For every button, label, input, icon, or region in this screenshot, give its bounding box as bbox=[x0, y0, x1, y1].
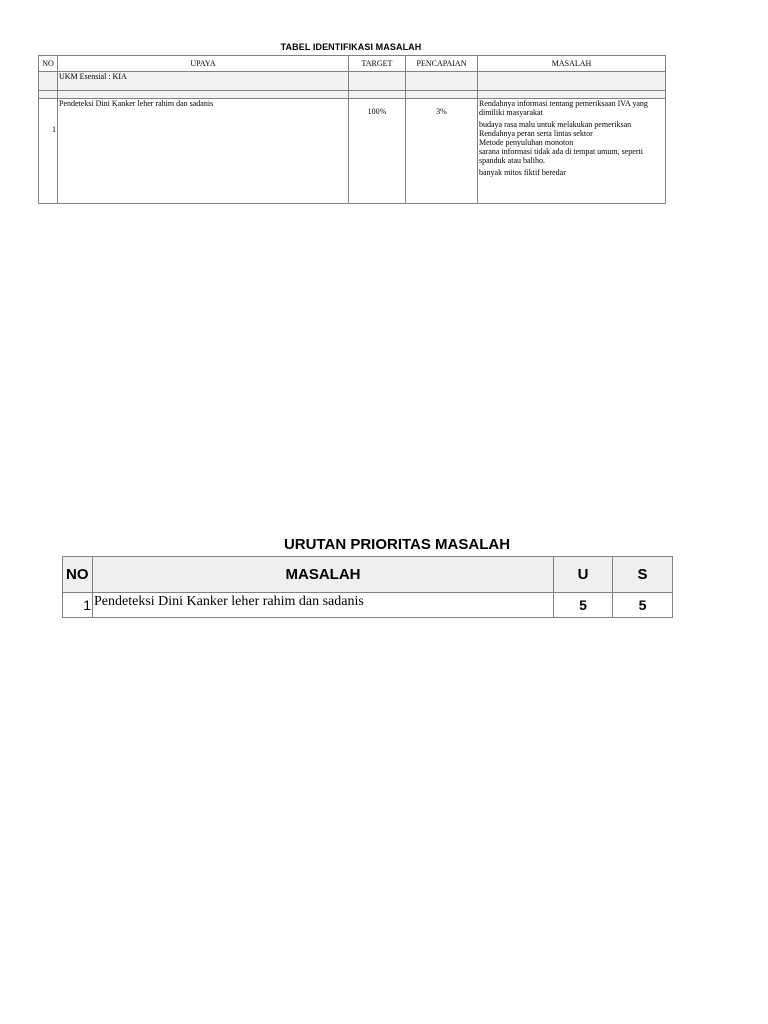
upaya-cell: Pendeteksi Dini Kanker leher rahim dan sadanis bbox=[58, 99, 349, 204]
masalah-cell: Pendeteksi Dini Kanker leher rahim dan sadanis bbox=[93, 593, 554, 618]
identification-table bbox=[38, 55, 666, 204]
table-row bbox=[63, 593, 673, 618]
header-no: NO bbox=[39, 56, 58, 72]
table2-header-row bbox=[63, 557, 673, 593]
header-masalah: MASALAH bbox=[93, 557, 554, 593]
header-no: NO bbox=[63, 557, 93, 593]
masalah-item: Rendahnya peran serta lintas sektor bbox=[479, 129, 593, 138]
masalah-cell bbox=[478, 99, 666, 204]
masalah-item: Metode penyuluhan monoton bbox=[479, 138, 574, 147]
row-number: 1 bbox=[39, 99, 58, 204]
masalah-item: budaya rasa malu untuk melakukan pemeriksan bbox=[479, 120, 632, 129]
u-score: 5 bbox=[554, 593, 613, 618]
table1-header-row bbox=[39, 56, 666, 72]
header-target: TARGET bbox=[349, 56, 406, 72]
row-number: 1 bbox=[63, 593, 93, 618]
s-score: 5 bbox=[613, 593, 673, 618]
header-s: S bbox=[613, 557, 673, 593]
header-u: U bbox=[554, 557, 613, 593]
masalah-item: sarana informasi tidak ada di tempat umum, seperti spanduk atau baliho. bbox=[479, 147, 643, 165]
masalah-item: banyak mitos fiktif beredar bbox=[479, 168, 566, 177]
header-masalah: MASALAH bbox=[478, 56, 666, 72]
target-cell: 100% bbox=[349, 99, 406, 204]
table1-spacer-row bbox=[39, 91, 666, 99]
subheading-label: UKM Esensial : KIA bbox=[58, 72, 349, 91]
masalah-item: Rendahnya informasi tentang pemeriksaan IVA yang dimiliki masyarakat bbox=[479, 99, 648, 117]
table1-subheading-row bbox=[39, 72, 666, 91]
header-upaya: UPAYA bbox=[58, 56, 349, 72]
header-pencapaian: PENCAPAIAN bbox=[406, 56, 478, 72]
table2-title: URUTAN PRIORITAS MASALAH bbox=[283, 536, 511, 553]
table-row bbox=[39, 99, 666, 204]
pencapaian-cell: 3% bbox=[406, 99, 478, 204]
table1-title: TABEL IDENTIFIKASI MASALAH bbox=[280, 42, 422, 52]
priority-table bbox=[62, 556, 673, 618]
